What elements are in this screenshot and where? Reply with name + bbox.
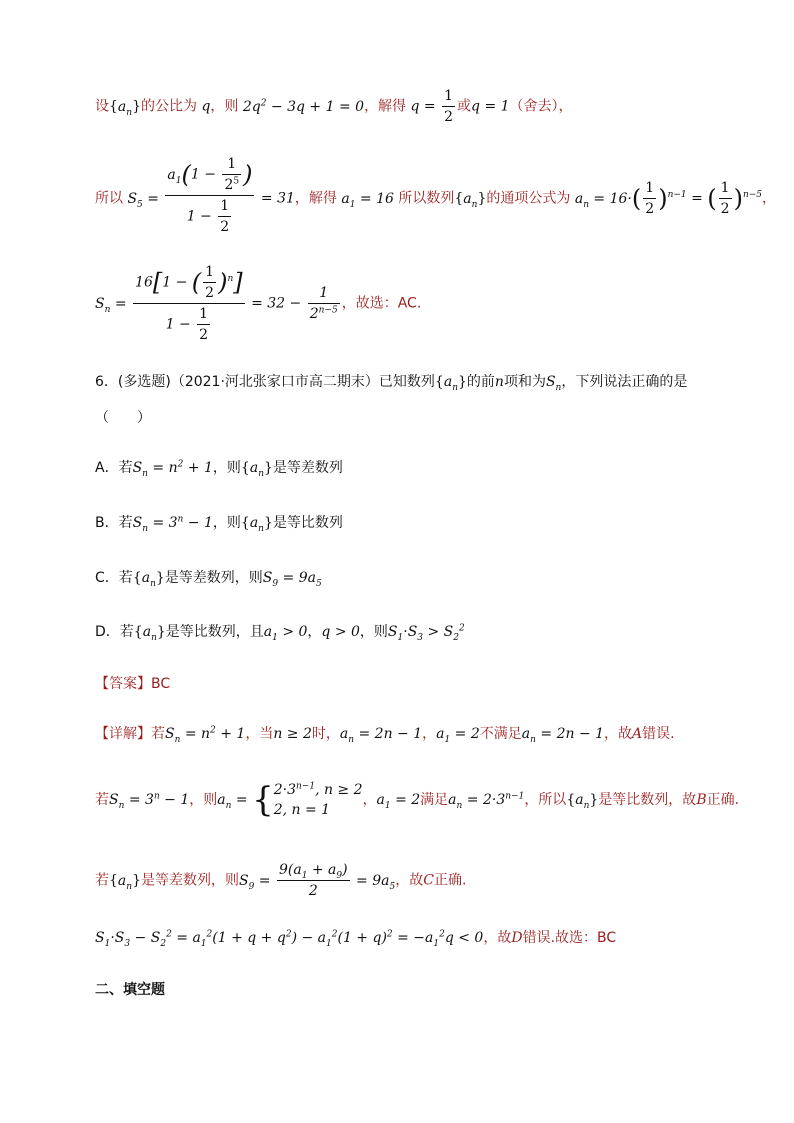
- explain-line-1: 【详解】若$S_n = n^2 + 1$，当n ≥ 2时，$a_n = 2n - 1$，$a_1 = 2$不满足$a_n = 2n - 1$，故A错误.: [95, 725, 675, 745]
- solution-line-1: 设$\{a_n\}$的公比为 q，则 $2q^2 - 3q + 1 = 0$，解得 q = $\frac{1}{2}$ 或q = 1（舍去），: [95, 88, 573, 125]
- option-a: A．若$S_n = n^2 + 1$，则$\{a_n\}$是等差数列: [95, 459, 343, 479]
- answer-value: BC: [151, 676, 171, 692]
- option-d: D．若$\{a_n\}$是等比数列，且$a_1 > 0$，q > 0，则$S_1\cdot S_3 > S_2^2$: [95, 623, 465, 643]
- option-b: B．若$S_n = 3^n - 1$，则$\{a_n\}$是等比数列: [95, 514, 343, 534]
- explain-line-3: 若$\{a_n\}$是等差数列，则$S_9$ = $\frac{9(a_1 + a_9)}{2}$ = $9a_5$，故C正确.: [95, 862, 467, 899]
- solution-line-3: $S_n$ = 16[1 − ( $\frac{1}{2}$ )$^n$] 1 − $\frac{1}{2}$ = 32 − $\frac{1}{2^{n-5}}$ ，故选：AC.: [95, 264, 422, 343]
- explain-label: 【详解】: [95, 726, 151, 742]
- solution-line-2: 所以 $S_5$ = $a_1(1$ − $\frac{1}{2^5}$ ) 1 − $\frac{1}{2}$ = 31，解得 $a_1 = 16$ 所以数列$\{a_n\}$的通项公式为 $a_n = 16\cdot$( $\frac{1}{2}$ )$^{n-1}$ = ( $\frac{1}{2}$ )$^{n-5}$，: [95, 156, 777, 235]
- option-c: C．若$\{a_n\}$是等差数列，则$S_9 = 9a_5$: [95, 570, 322, 589]
- explain-line-4: $S_1\cdot S_3 - S_2^2 = a_1^2(1 + q + q^2) - a_1^2(1 + q)^2 = -a_1^2q < 0$，故D错误.故选：BC: [95, 929, 617, 949]
- explain-line-2: 若$S_n = 3^n - 1$，则$a_n$ = { $2\cdot 3^{n-1}$, n ≥ 2 2, n = 1 ，$a_1 = 2$满足$a_n = 2\cdot 3^{n-1}$，所以$\{a_n\}$是等比数列，故B正确.: [95, 780, 740, 820]
- answer-label: 【答案】: [95, 676, 151, 692]
- section-heading: 二、填空题: [95, 982, 165, 998]
- answer-line: [95, 674, 170, 694]
- question-6-stem: 6．(多选题)（2021·河北张家口市高二期末）已知数列$\{a_n\}$的前n项和为$S_n$，下列说法正确的是: [95, 374, 688, 393]
- question-6-paren: （ ）: [95, 410, 151, 426]
